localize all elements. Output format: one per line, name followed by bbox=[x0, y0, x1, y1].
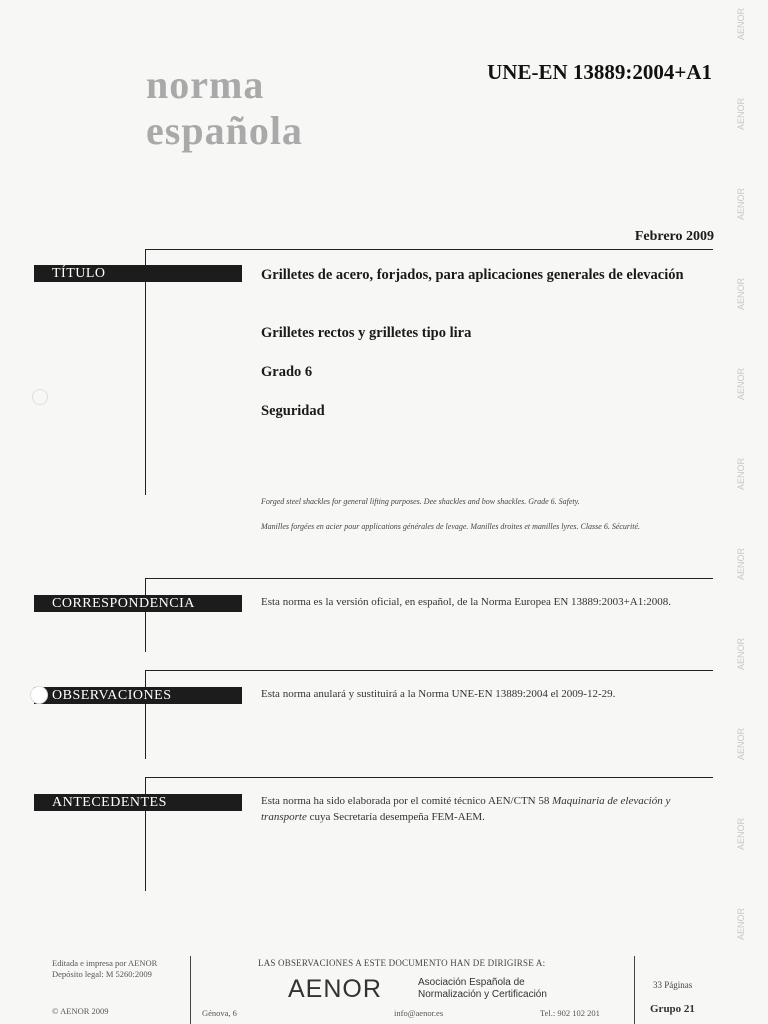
label-observaciones: OBSERVACIONES bbox=[34, 687, 242, 704]
english-title: Forged steel shackles for general lifting purposes. Dee shackles and bow shackles. Grade 6. Safety. bbox=[261, 497, 580, 506]
punch-hole-faint bbox=[32, 389, 48, 405]
footer-phone: Tel.: 902 102 201 bbox=[540, 1008, 600, 1018]
footer-divider-left bbox=[190, 956, 191, 1024]
observaciones-divider bbox=[145, 670, 713, 671]
title-subtitle-1: Grilletes rectos y grilletes tipo lira bbox=[261, 325, 472, 341]
antecedentes-text bbox=[261, 793, 717, 825]
watermark-text: AENOR bbox=[736, 547, 746, 580]
footer-divider-right bbox=[634, 956, 635, 1024]
aenor-watermark-strip bbox=[732, 0, 764, 1024]
watermark-text: AENOR bbox=[736, 817, 746, 850]
footer-notice: LAS OBSERVACIONES A ESTE DOCUMENTO HAN DE DIRIGIRSE A: bbox=[258, 958, 546, 968]
brand-line-1: norma bbox=[146, 62, 265, 107]
watermark-text: AENOR bbox=[736, 97, 746, 130]
observaciones-text: Esta norma anulará y sustituirá a la Norma UNE-EN 13889:2004 el 2009-12-29. bbox=[261, 688, 616, 700]
label-correspondencia: CORRESPONDENCIA bbox=[34, 595, 242, 612]
watermark-text: AENOR bbox=[736, 457, 746, 490]
antecedentes-text-part-1: Esta norma ha sido elaborada por el comité técnico AEN/CTN 58 bbox=[261, 795, 553, 807]
correspondencia-divider bbox=[145, 578, 713, 579]
org-name-line-1: Asociación Española de bbox=[418, 977, 525, 988]
price-group: Grupo 21 bbox=[650, 1003, 695, 1015]
titulo-vertical-rule bbox=[145, 249, 146, 495]
footer-edited-line-1: Editada e impresa por AENOR bbox=[52, 958, 158, 968]
brand-line-2: española bbox=[146, 108, 303, 153]
page-count: 33 Páginas bbox=[653, 980, 693, 990]
correspondencia-vertical-rule bbox=[145, 578, 146, 652]
watermark-text: AENOR bbox=[736, 727, 746, 760]
watermark-text: AENOR bbox=[736, 907, 746, 940]
title-subtitle-3: Seguridad bbox=[261, 403, 325, 419]
publication-date: Febrero 2009 bbox=[634, 229, 714, 244]
footer-copyright: © AENOR 2009 bbox=[52, 1006, 109, 1016]
standard-code: UNE-EN 13889:2004+A1 bbox=[487, 60, 712, 84]
org-name-line-2: Normalización y Certificación bbox=[418, 989, 547, 1000]
footer-edited-by bbox=[52, 958, 157, 980]
punch-hole bbox=[30, 686, 48, 704]
brand-title bbox=[146, 62, 303, 154]
watermark-text: AENOR bbox=[736, 367, 746, 400]
title-main: Grilletes de acero, forjados, para aplicaciones generales de elevación bbox=[261, 267, 684, 283]
french-title: Manilles forgées en acier pour applications générales de levage. Manilles droites et manilles lyres. Classe 6. Sécurité. bbox=[261, 522, 641, 531]
watermark-text: AENOR bbox=[736, 637, 746, 670]
observaciones-vertical-rule bbox=[145, 670, 146, 759]
title-subtitle-2: Grado 6 bbox=[261, 364, 313, 380]
footer-email: info@aenor.es bbox=[394, 1008, 444, 1018]
aenor-org-name bbox=[418, 977, 547, 1001]
watermark-text: AENOR bbox=[736, 277, 746, 310]
top-divider bbox=[145, 249, 713, 250]
watermark-text: AENOR bbox=[736, 7, 746, 40]
label-titulo: TÍTULO bbox=[34, 265, 242, 282]
label-antecedentes: ANTECEDENTES bbox=[34, 794, 242, 811]
aenor-logo: AENOR bbox=[288, 975, 382, 1003]
correspondencia-text: Esta norma es la versión oficial, en español, de la Norma Europea EN 13889:2003+A1:2008. bbox=[261, 596, 672, 608]
antecedentes-divider bbox=[145, 777, 713, 778]
antecedentes-text-part-2: cuya Secretaría desempeña FEM-AEM. bbox=[306, 811, 485, 823]
watermark-text: AENOR bbox=[736, 187, 746, 220]
antecedentes-committee-name: Maquinaria de elevación y transporte bbox=[261, 795, 671, 823]
footer-legal-deposit: Depósito legal: M 5260:2009 bbox=[52, 969, 152, 979]
footer-address: Génova, 6 bbox=[202, 1008, 237, 1018]
